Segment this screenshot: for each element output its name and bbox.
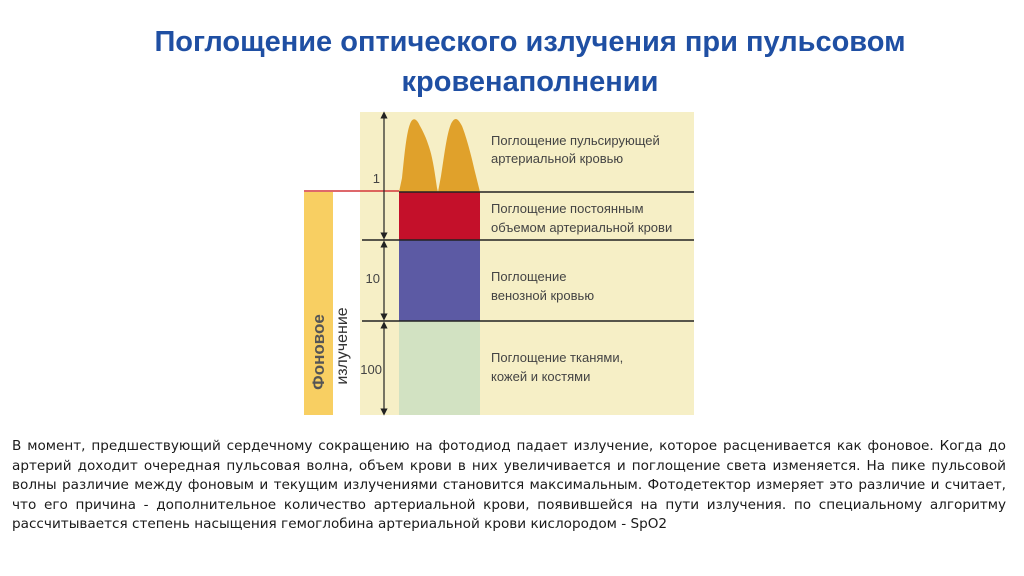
scale-mark-100: 100: [360, 362, 382, 377]
layer-label-venous-1: Поглощение: [491, 269, 567, 284]
layer-label-tissue-1: Поглощение тканями,: [491, 350, 624, 365]
side-label-line-2: излучение: [334, 307, 351, 385]
layer-label-constant-2: объемом артериальной крови: [491, 220, 673, 235]
layer-label-constant-1: Поглощение постоянным: [491, 201, 644, 216]
tissue-layer: [399, 321, 480, 415]
title-line-1: Поглощение оптического излучения при пульсовом: [154, 26, 906, 58]
constant-arterial-layer: [399, 192, 480, 240]
layer-label-pulsating-1: Поглощение пульсирующей: [491, 133, 660, 148]
caption-text: В момент, предшествующий сердечному сокращению на фотодиод падает излучение, которое расценивается как фоновое. Когда до артерий доходит очередная пульсовая волна, объем крови в них увеличивается и поглощение света изменяется. На пике пульсовой волны различие между фоновым и текущим излучениями становится максимальным. Фотодетектор измеряет это различие и считает, что его причина - дополнительное количество артериальной крови, появившейся на пути излучения. по специальному алгоритму рассчитывается степень насыщения гемоглобина артериальной крови кислородом - SpO2: [12, 438, 1006, 533]
scale-mark-10: 10: [365, 271, 380, 286]
layer-label-pulsating-2: артериальной кровью: [491, 151, 624, 166]
side-label-line-1: Фоновое: [309, 314, 328, 390]
title-line-2: кровенаполнении: [401, 66, 659, 98]
scale-mark-1: 1: [372, 171, 380, 186]
venous-blood-layer: [399, 240, 480, 321]
layer-label-venous-2: венозной кровью: [491, 288, 595, 303]
layer-label-tissue-2: кожей и костями: [491, 369, 591, 384]
